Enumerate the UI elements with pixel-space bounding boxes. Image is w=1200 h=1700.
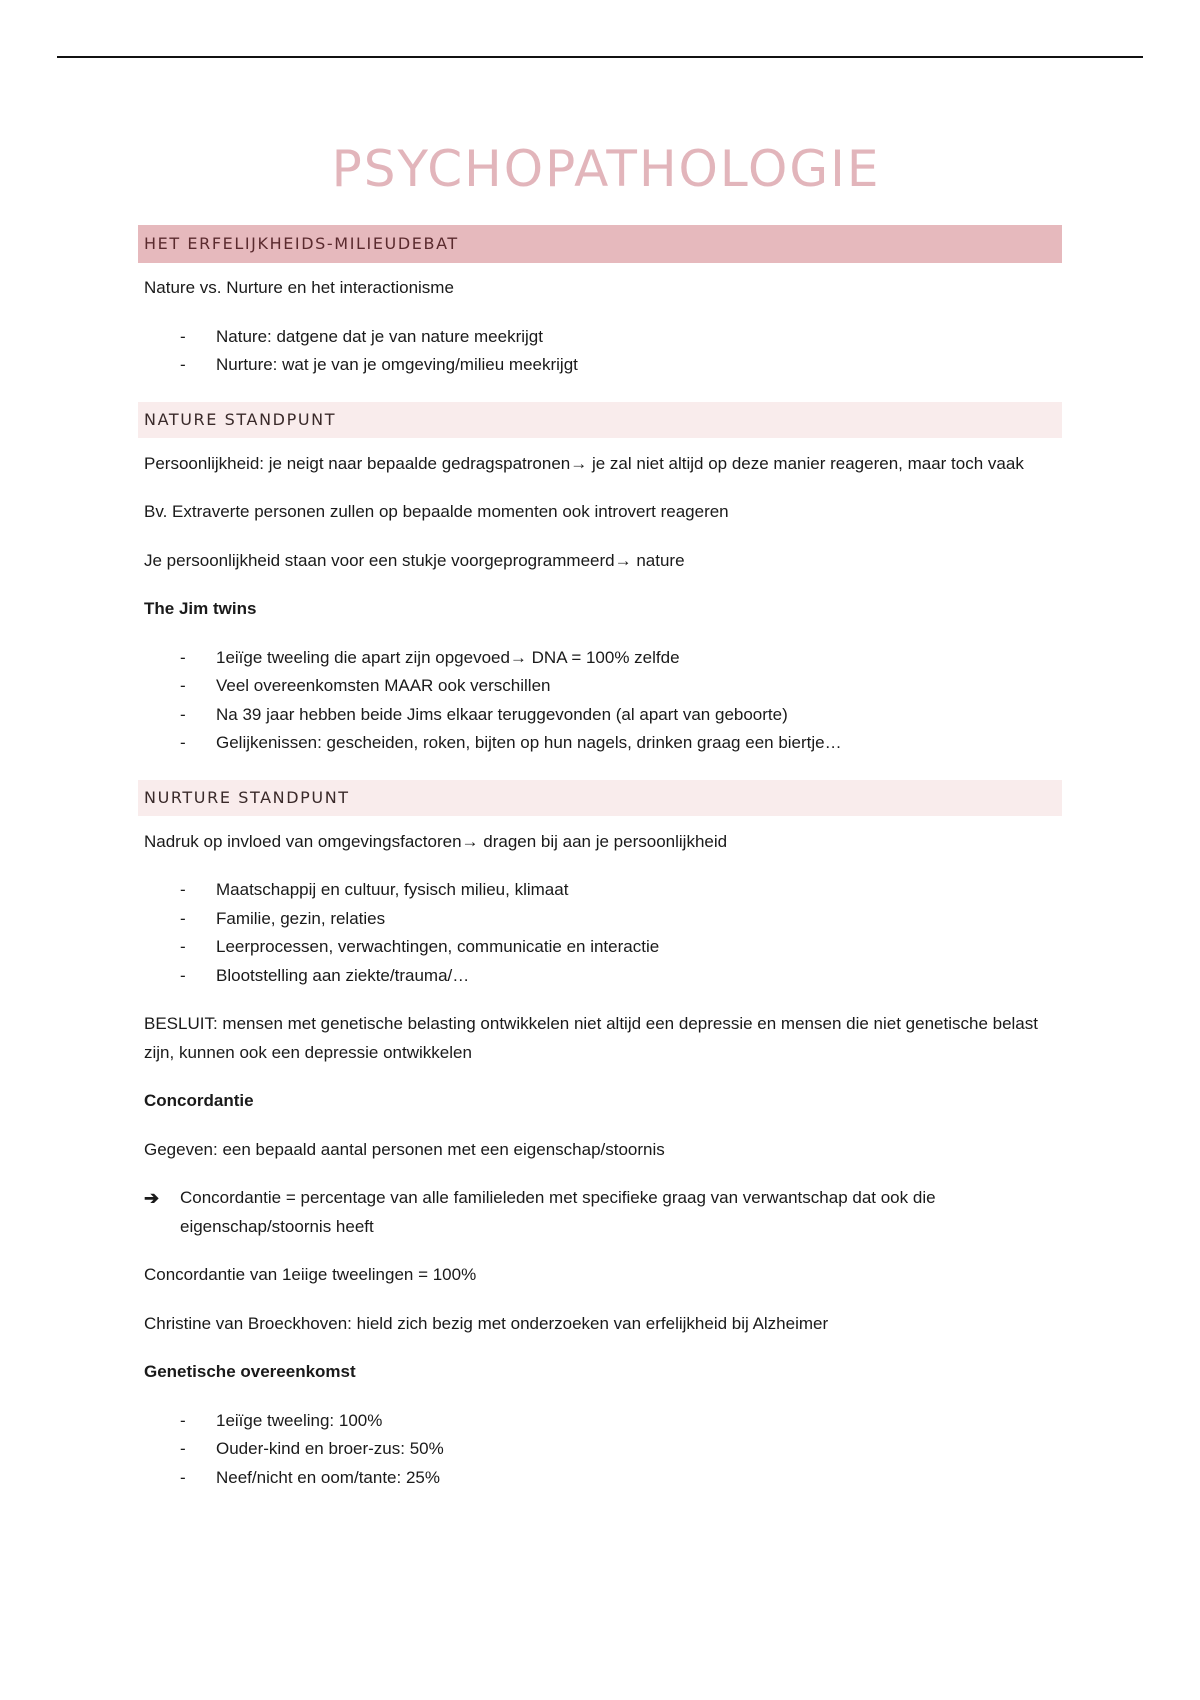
page-title: PSYCHOPATHOLOGIE <box>331 140 881 198</box>
list-jim-twins <box>138 644 1062 758</box>
paragraph-intro: Nature vs. Nurture en het interactionisme <box>144 278 454 297</box>
heading-erfelijkheid: HET ERFELIJKHEIDS-MILIEUDEBAT <box>138 225 1062 263</box>
subheading-jim-twins: The Jim twins <box>144 599 257 618</box>
paragraph-persoonlijkheid: Persoonlijkheid: je neigt naar bepaalde gedragspatronen→ je zal niet altijd op deze manier reageren, maar toch vaak <box>144 453 1024 473</box>
list-item: - Maatschappij en cultuur, fysisch milieu, klimaat <box>180 876 1062 905</box>
list-genetische-overeenkomst <box>138 1407 1062 1493</box>
list-item: - Neef/nicht en oom/tante: 25% <box>180 1464 1062 1493</box>
list-item: - Gelijkenissen: gescheiden, roken, bijten op hun nagels, drinken graag een biertje… <box>180 729 1062 758</box>
paragraph-extraverte: Bv. Extraverte personen zullen op bepaalde momenten ook introvert reageren <box>144 502 729 521</box>
list-item: - Leerprocessen, verwachtingen, communicatie en interactie <box>180 933 1062 962</box>
list-item: - Na 39 jaar hebben beide Jims elkaar teruggevonden (al apart van geboorte) <box>180 701 1062 730</box>
list-omgevingsfactoren <box>138 876 1062 990</box>
paragraph-besluit: BESLUIT: mensen met genetische belasting ontwikkelen niet altijd een depressie en mensen die niet genetische belast zijn, kunnen ook een depressie ontwikkelen <box>144 1014 1038 1062</box>
list-item: - 1eiïge tweeling die apart zijn opgevoed→ DNA = 100% zelfde <box>180 644 1062 673</box>
subheading-concordantie: Concordantie <box>144 1091 254 1110</box>
list-item: - Blootstelling aan ziekte/trauma/… <box>180 962 1062 991</box>
list-item: - Veel overeenkomsten MAAR ook verschillen <box>180 672 1062 701</box>
arrow-list-item <box>138 1184 1062 1241</box>
paragraph-nadruk: Nadruk op invloed van omgevingsfactoren→ dragen bij aan je persoonlijkheid <box>144 831 728 851</box>
list-nature-nurture <box>138 323 1062 380</box>
heading-nurture-standpunt: NURTURE STANDPUNT <box>138 780 1062 816</box>
paragraph-gegeven: Gegeven: een bepaald aantal personen met een eigenschap/stoornis <box>144 1139 665 1159</box>
arrow-item-text: Concordantie = percentage van alle familieleden met specifieke graag van verwantschap dat ook die eigenschap/stoornis heeft <box>180 1188 936 1236</box>
document-body <box>138 225 1062 1492</box>
subheading-genetische-overeenkomst: Genetische overeenkomst <box>144 1362 356 1381</box>
paragraph-voorgeprogrammeerd: Je persoonlijkheid staan voor een stukje voorgeprogrammeerd→ nature <box>144 550 685 570</box>
list-item: - Familie, gezin, relaties <box>180 905 1062 934</box>
arrow-bullet-icon: ➔ <box>144 1188 160 1208</box>
heading-nature-standpunt: NATURE STANDPUNT <box>138 402 1062 438</box>
paragraph-christine: Christine van Broeckhoven: hield zich bezig met onderzoeken van erfelijkheid bij Alzheimer <box>144 1313 829 1333</box>
list-item: - Ouder-kind en broer-zus: 50% <box>180 1435 1062 1464</box>
list-item: - Nature: datgene dat je van nature meekrijgt <box>180 323 1062 352</box>
list-item: - 1eiïge tweeling: 100% <box>180 1407 1062 1436</box>
top-rule <box>57 56 1143 58</box>
paragraph-concordantie-1eiig: Concordantie van 1eiige tweelingen = 100% <box>144 1265 477 1284</box>
list-item: - Nurture: wat je van je omgeving/milieu meekrijgt <box>180 351 1062 380</box>
